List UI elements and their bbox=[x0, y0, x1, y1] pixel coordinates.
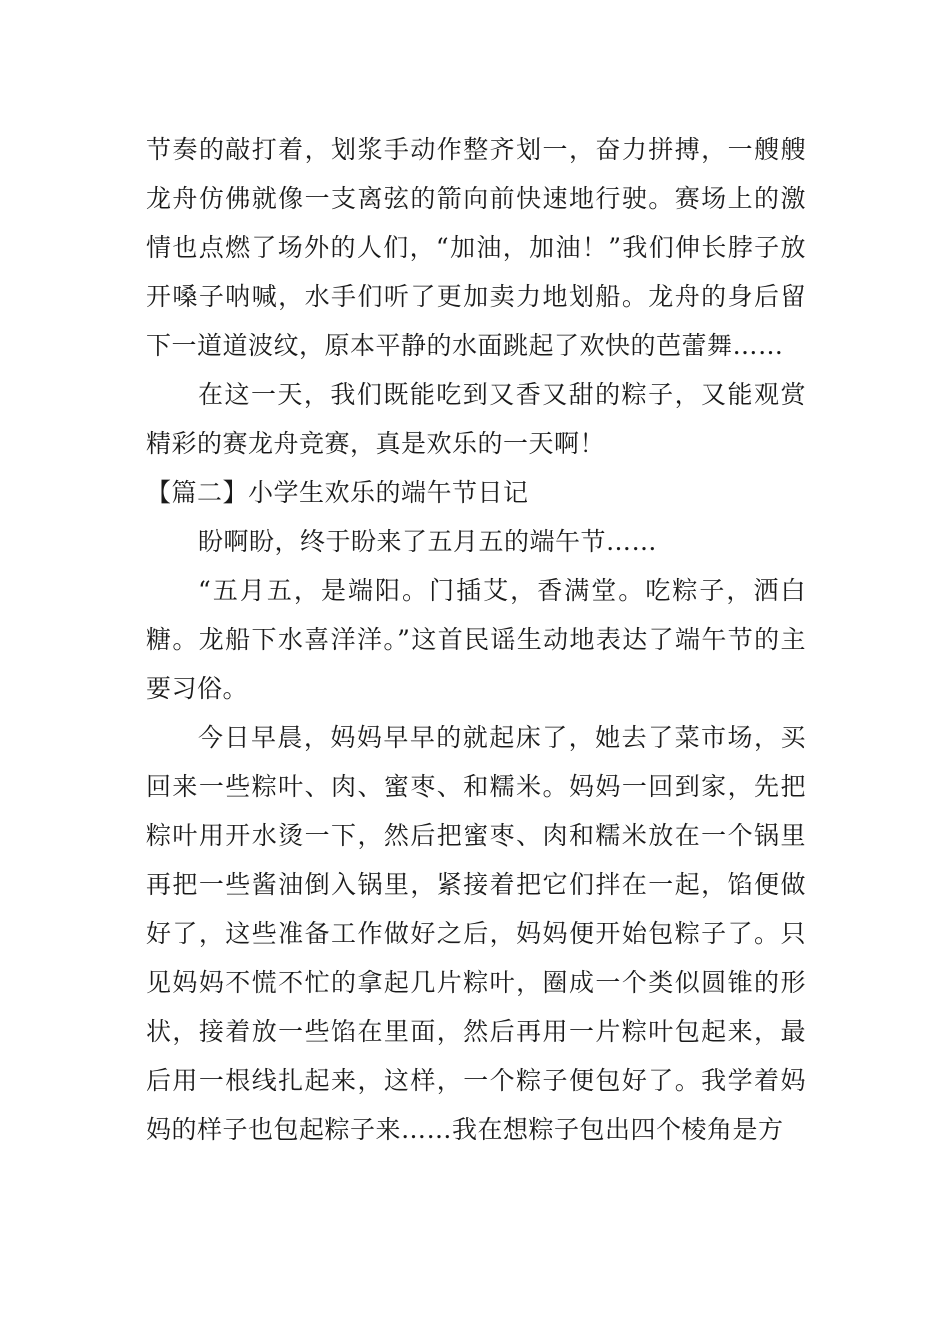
paragraph-folk-song: “五月五，是端阳。门插艾，香满堂。吃粽子，洒白糖。龙船下水喜洋洋。”这首民谣生动地表达了端午节的主要习俗。 bbox=[146, 576, 806, 703]
section-heading: 【篇二】小学生欢乐的端午节日记 bbox=[146, 478, 529, 507]
document-body bbox=[146, 125, 806, 1154]
paragraph-dragon-boat-race: 节奏的敲打着，划浆手动作整齐划一，奋力拼搏，一艘艘龙舟仿佛就像一支离弦的箭向前快速地行驶。赛场上的激情也点燃了场外的人们，“加油，加油！”我们伸长脖子放开嗓子呐喊，水手们听了更加卖力地划船。龙舟的身后留下一道道波纹，原本平静的水面跳起了欢快的芭蕾舞…… bbox=[146, 135, 806, 360]
paragraph-waiting: 盼啊盼，终于盼来了五月五的端午节…… bbox=[198, 527, 658, 556]
paragraph-happy-day: 在这一天，我们既能吃到又香又甜的粽子，又能观赏精彩的赛龙舟竞赛，真是欢乐的一天啊！ bbox=[146, 380, 806, 458]
paragraph-making-zongzi: 今日早晨，妈妈早早的就起床了，她去了菜市场，买回来一些粽叶、肉、蜜枣、和糯米。妈妈一回到家，先把粽叶用开水烫一下，然后把蜜枣、肉和糯米放在一个锅里再把一些酱油倒入锅里，紧接着把它们拌在一起，馅便做好了，这些准备工作做好之后，妈妈便开始包粽子了。只见妈妈不慌不忙的拿起几片粽叶，圈成一个类似圆锥的形状，接着放一些馅在里面，然后再用一片粽叶包起来，最后用一根线扎起来，这样，一个粽子便包好了。我学着妈妈的样子也包起粽子来……我在想粽子包出四个棱角是方 bbox=[146, 723, 806, 1144]
